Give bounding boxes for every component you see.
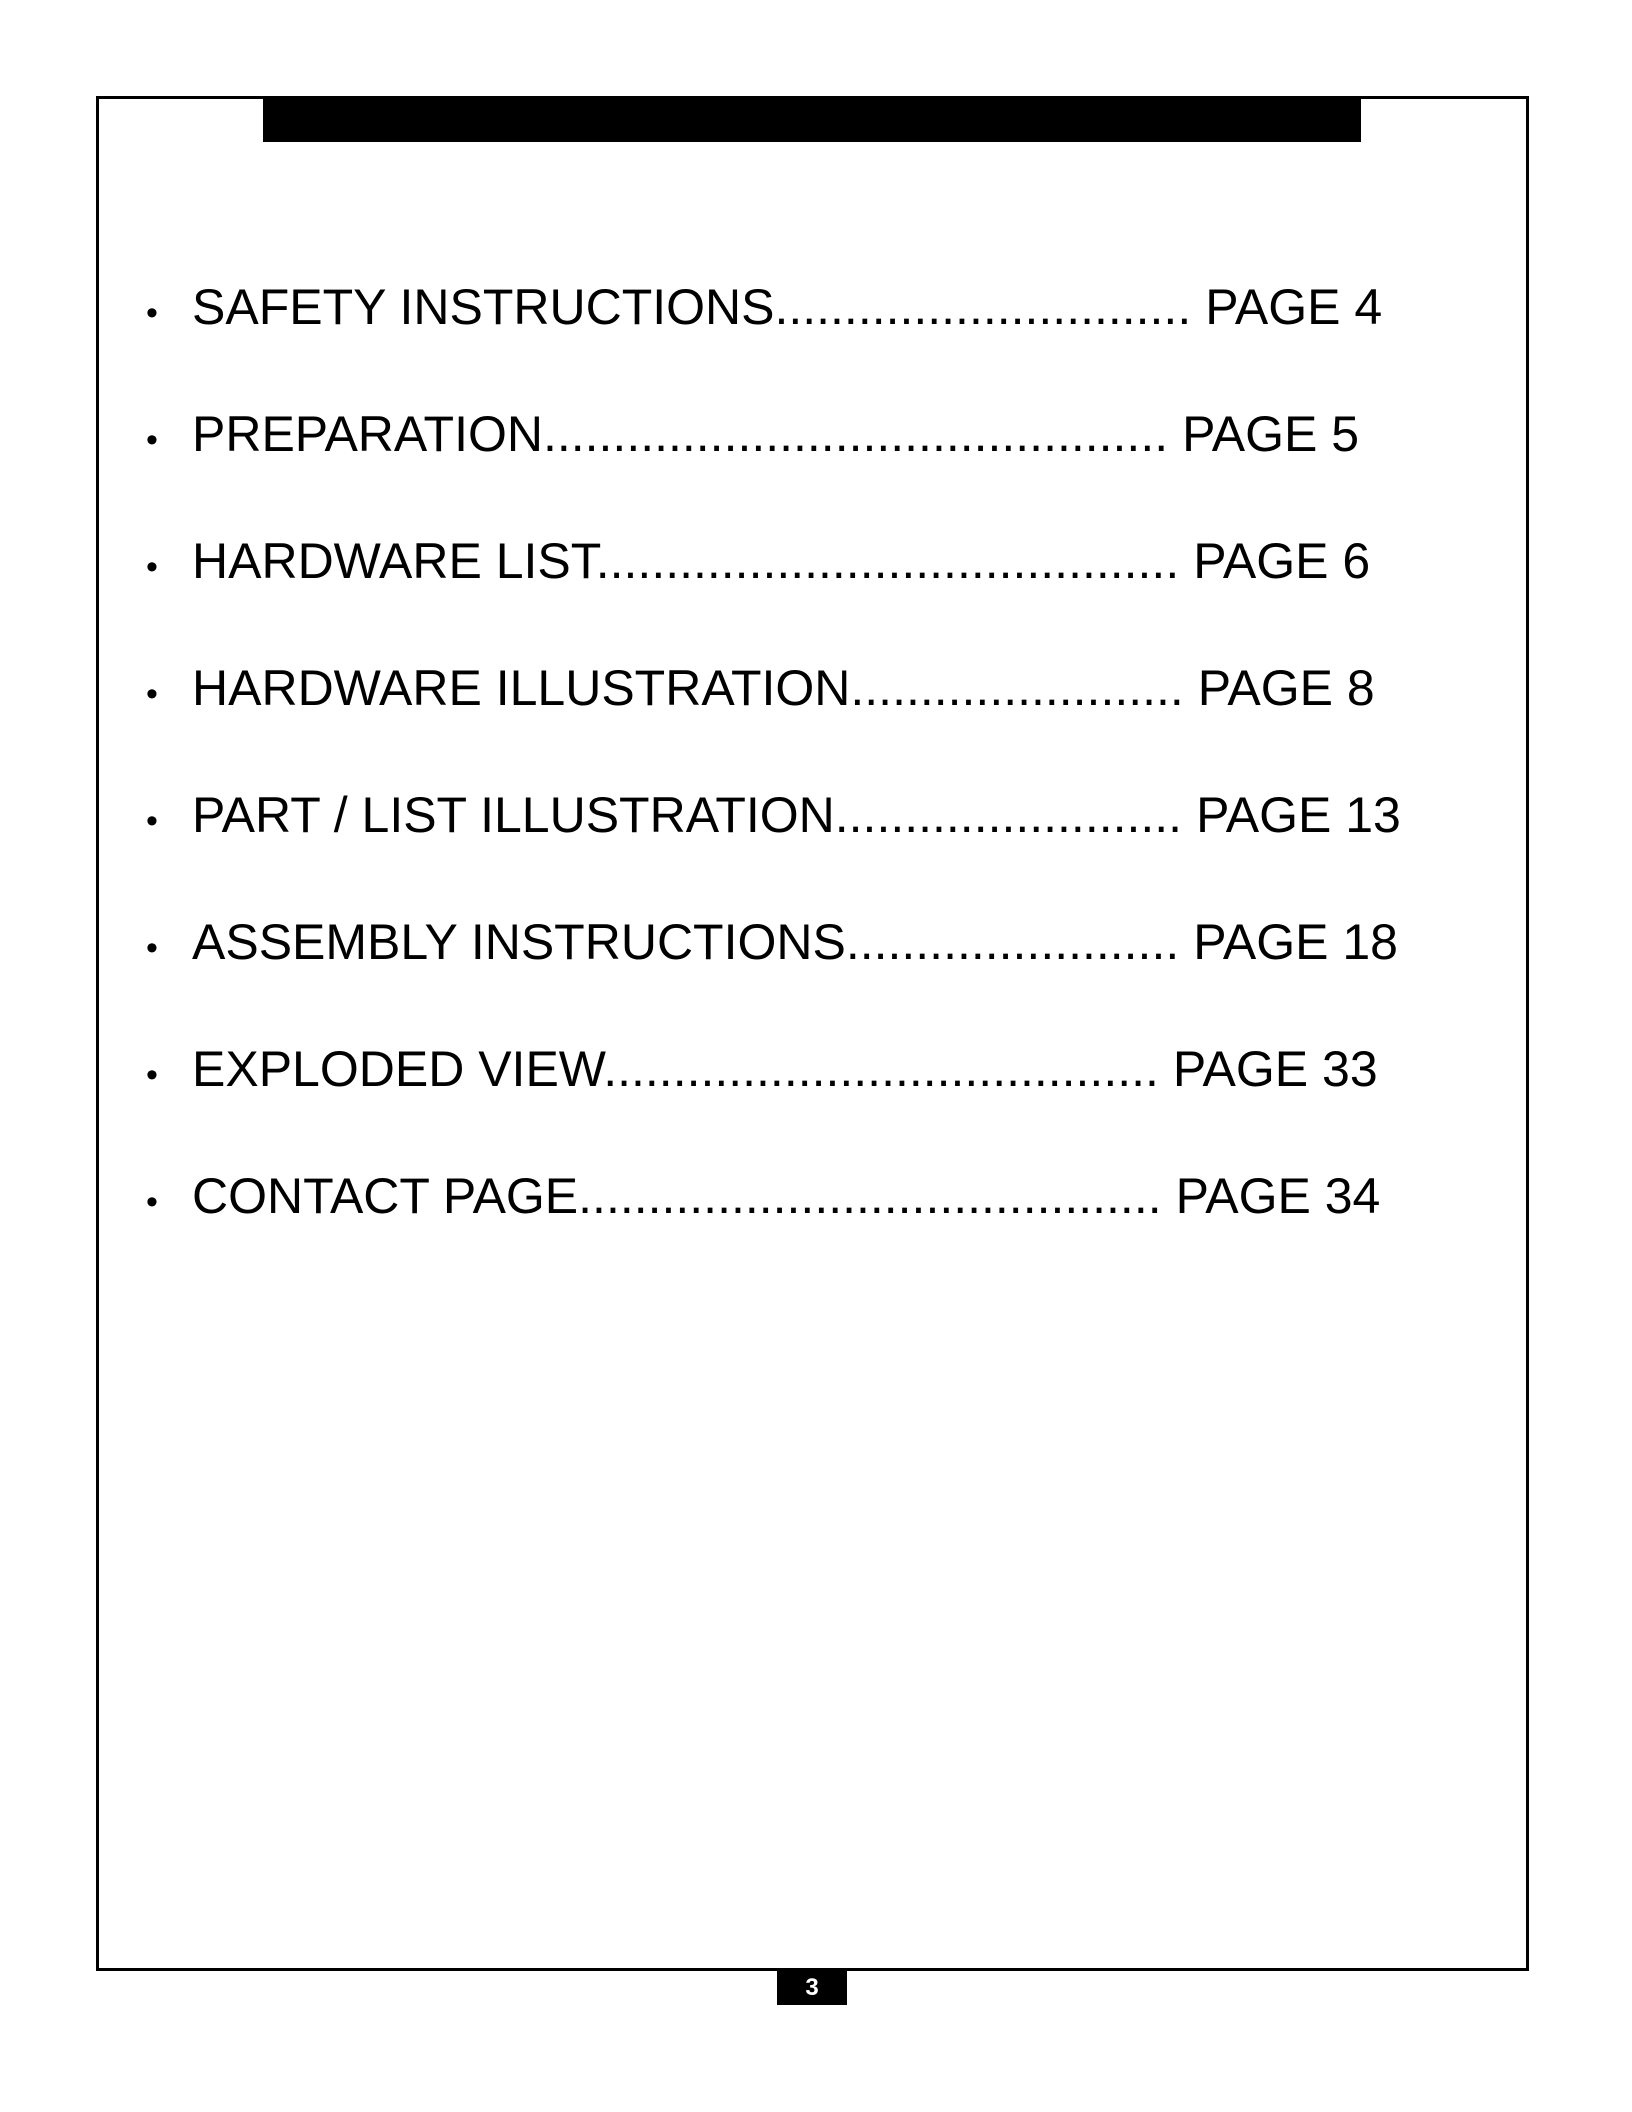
bullet-icon: • xyxy=(146,1183,158,1221)
toc-page-reference: PAGE 33 xyxy=(1172,1041,1378,1097)
bullet-icon: • xyxy=(146,421,158,459)
toc-page-reference: PAGE 5 xyxy=(1182,406,1360,462)
toc-item-assembly-instructions[interactable] xyxy=(140,897,1480,1024)
toc-entry-title: HARDWARE LIST.......................................... xyxy=(192,533,1180,589)
toc-entry-title: PREPARATION............................................. xyxy=(192,406,1169,462)
bullet-icon: • xyxy=(146,802,158,840)
toc-page-reference: PAGE 34 xyxy=(1175,1168,1381,1224)
toc-item-exploded-view[interactable] xyxy=(140,1024,1480,1151)
toc-item-hardware-list[interactable] xyxy=(140,516,1480,643)
bullet-icon: • xyxy=(146,548,158,586)
toc-page-reference: PAGE 4 xyxy=(1205,279,1383,335)
toc-item-safety-instructions[interactable] xyxy=(140,262,1480,389)
toc-item-contact-page[interactable] xyxy=(140,1151,1480,1278)
toc-item-preparation[interactable] xyxy=(140,389,1480,516)
bullet-icon: • xyxy=(146,294,158,332)
toc-page-reference: PAGE 18 xyxy=(1193,914,1398,970)
toc-entry-title: HARDWARE ILLUSTRATION........................ xyxy=(192,660,1184,716)
toc-entry-title: PART / LIST ILLUSTRATION......................... xyxy=(192,787,1183,843)
toc-entry-title: EXPLODED VIEW........................................ xyxy=(192,1041,1159,1097)
toc-entry-title: SAFETY INSTRUCTIONS.............................. xyxy=(192,279,1192,335)
toc-entry-title: CONTACT PAGE.......................................... xyxy=(192,1168,1162,1224)
toc-item-part-list-illustration[interactable] xyxy=(140,770,1480,897)
toc-entry-title: ASSEMBLY INSTRUCTIONS........................ xyxy=(192,914,1180,970)
bullet-icon: • xyxy=(146,929,158,967)
table-of-contents xyxy=(140,262,1480,1278)
header-bar xyxy=(263,96,1361,142)
toc-page-reference: PAGE 6 xyxy=(1193,533,1371,589)
page-number: 3 xyxy=(777,1971,847,2005)
toc-item-hardware-illustration[interactable] xyxy=(140,643,1480,770)
toc-page-reference: PAGE 8 xyxy=(1197,660,1375,716)
toc-page-reference: PAGE 13 xyxy=(1196,787,1401,843)
bullet-icon: • xyxy=(146,675,158,713)
bullet-icon: • xyxy=(146,1056,158,1094)
